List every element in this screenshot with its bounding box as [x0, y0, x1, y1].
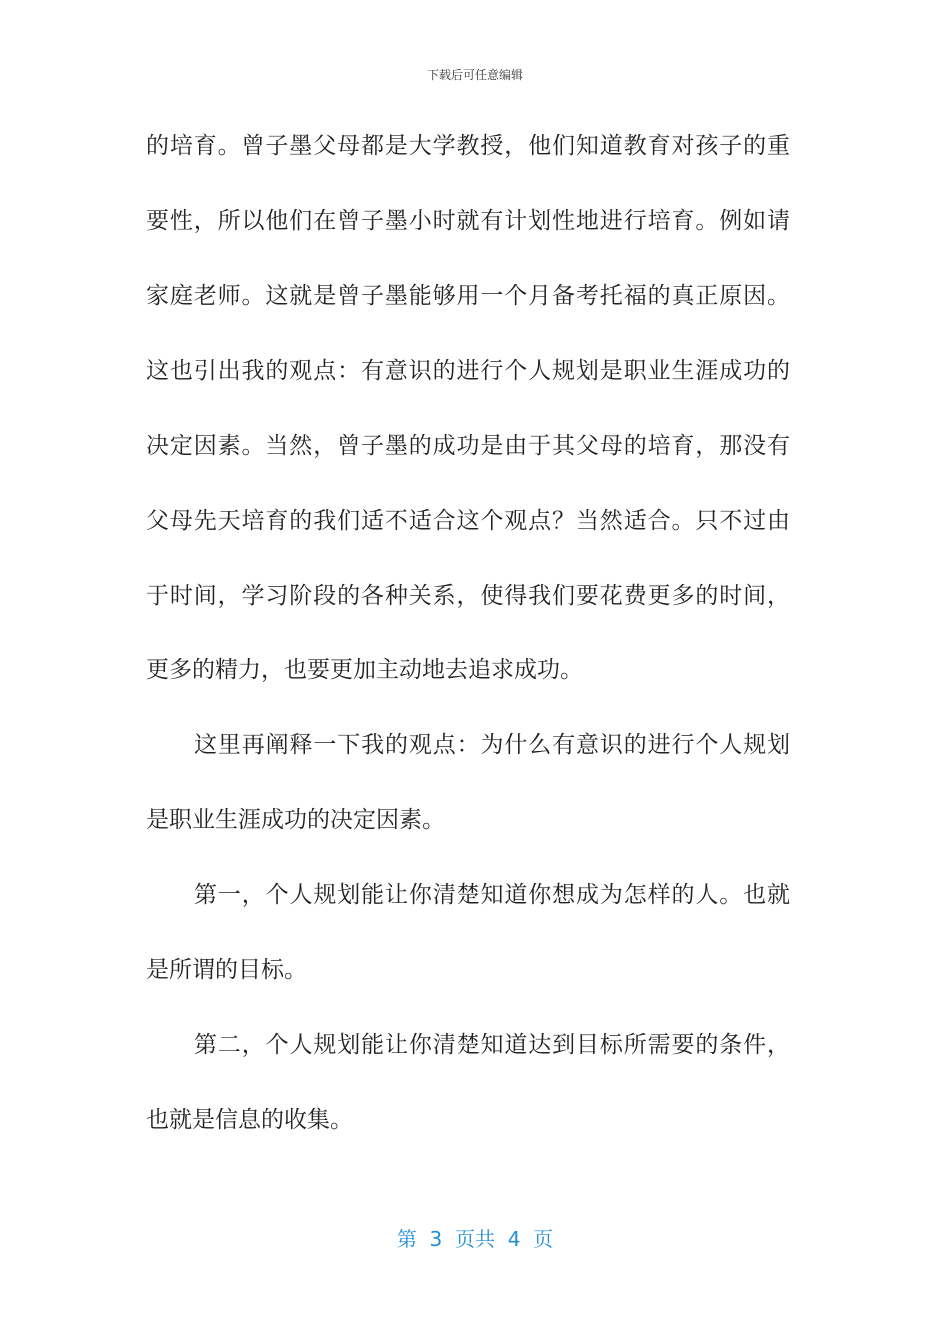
text-line: 父母先天培育的我们适不适合这个观点？当然适合。只不过由 — [146, 508, 790, 534]
text-line: 是所谓的目标。 — [146, 957, 307, 983]
text-line: 的培育。曾子墨父母都是大学教授，他们知道教育对孩子的重 — [146, 133, 790, 159]
text-line: 更多的精力，也要更加主动地去追求成功。 — [146, 657, 583, 683]
text-line: 也就是信息的收集。 — [146, 1107, 353, 1133]
text-line: 这也引出我的观点：有意识的进行个人规划是职业生涯成功的 — [146, 358, 790, 384]
text-line: 于时间，学习阶段的各种关系，使得我们要花费更多的时间， — [146, 583, 790, 609]
text-line: 决定因素。当然，曾子墨的成功是由于其父母的培育，那没有 — [146, 433, 790, 459]
text-line: 是职业生涯成功的决定因素。 — [146, 807, 445, 833]
text-line: 要性，所以他们在曾子墨小时就有计划性地进行培育。例如请 — [146, 208, 790, 234]
page-header-note: 下载后可任意编辑 — [426, 68, 523, 82]
text-line: 家庭老师。这就是曾子墨能够用一个月备考托福的真正原因。 — [146, 283, 790, 309]
text-line: 第二，个人规划能让你清楚知道达到目标所需要的条件， — [194, 1032, 790, 1058]
text-line: 这里再阐释一下我的观点：为什么有意识的进行个人规划 — [194, 732, 790, 758]
text-line: 第一，个人规划能让你清楚知道你想成为怎样的人。也就 — [194, 882, 790, 908]
page-number-footer: 第 3 页共 4 页 — [396, 1227, 554, 1251]
